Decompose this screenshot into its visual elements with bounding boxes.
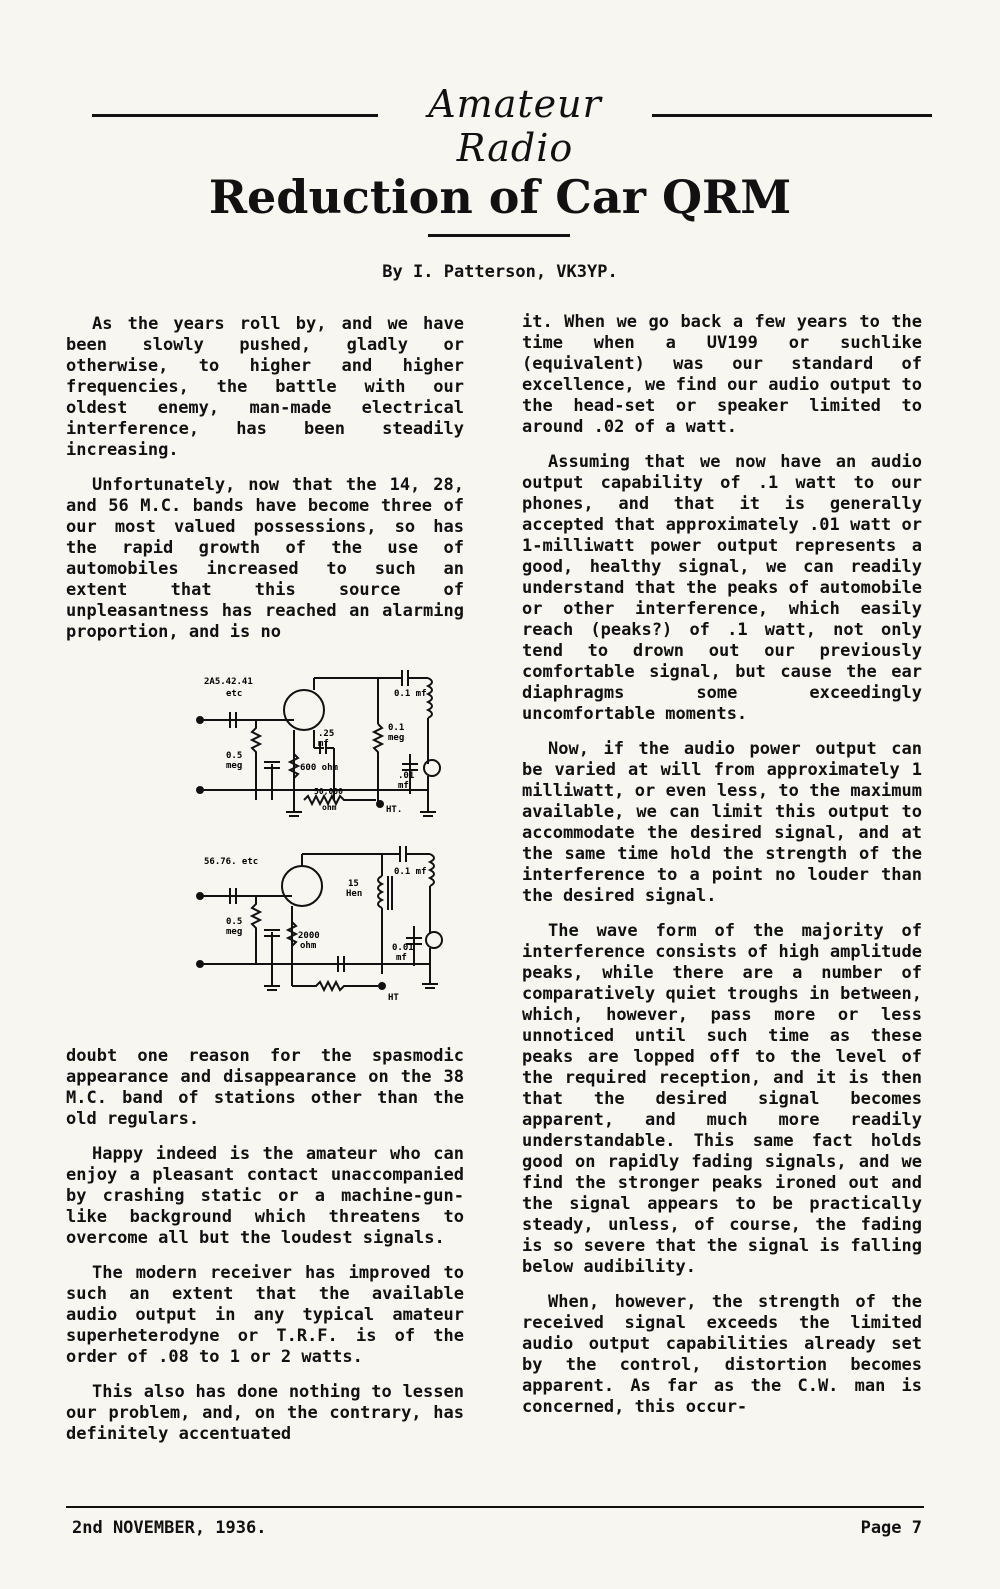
paragraph: This also has done nothing to lessen our problem, and, on the contrary, has definitely accentuated xyxy=(66,1382,464,1444)
paragraph: The wave form of the majority of interference consists of high amplitude peaks, while there are a number of comparatively quiet troughs in between, which, however, pass more or less unnoticed until such time as these peaks are lopped off to the level of the required reception, and it is then that the desired signal becomes apparent, and much more readily understandable. This same fact holds good on rapidly fading signals, and we find the stronger peaks ironed out and the signal appears to be practically steady, unless, of course, the fading is so severe that the signal is falling below audibility. xyxy=(522,921,922,1277)
paragraph: Unfortunately, now that the 14, 28, and 56 M.C. bands have become three of our most valued possessions, so has the rapid growth of the use of automobiles increased to such an extent that this source of unpleasantness has reached an alarming proportion, and is no xyxy=(66,475,464,642)
output-cap-unit: mf xyxy=(396,953,407,963)
byline: By I. Patterson, VK3YP. xyxy=(382,262,618,282)
column-left-upper xyxy=(66,314,464,657)
plate-resistor-unit: meg xyxy=(388,733,405,743)
tube-label-etc: etc xyxy=(226,689,243,699)
title-underline xyxy=(428,234,570,237)
grid-resistor-unit: meg xyxy=(226,761,243,771)
pot-value: 50,000 xyxy=(314,787,343,796)
bypass-cap-value: .25 xyxy=(318,729,335,739)
column-right xyxy=(522,312,922,1432)
cathode-resistor-unit: ohm xyxy=(300,941,317,951)
pot-unit: ohm xyxy=(322,803,337,812)
tube-label: 2A5.42.41 xyxy=(204,677,253,687)
page-number: Page 7 xyxy=(860,1518,922,1538)
paragraph: As the years roll by, and we have been slowly pushed, gladly or otherwise, to higher and higher frequencies, the battle with our oldest enemy, man-made electrical interference, has been steadily increasing. xyxy=(66,314,464,460)
choke-value: 15 xyxy=(348,879,359,889)
plate-resistor-value: 0.1 xyxy=(388,723,405,733)
paragraph: The modern receiver has improved to such an extent that the available audio output in any typical amateur superheterodyne or T.R.F. is of the order of .08 to 1 or 2 watts. xyxy=(66,1263,464,1367)
output-cap-value: 0.01 xyxy=(392,943,414,953)
coupling-cap-label: 0.1 mf xyxy=(394,867,427,877)
paragraph: it. When we go back a few years to the time when a UV199 or suchlike (equivalent) was our standard of excellence, we find our audio output to the head-set or speaker limited to around .02 of a watt. xyxy=(522,312,922,437)
cathode-resistor-label: 600 ohm xyxy=(300,763,338,773)
masthead-rule-right xyxy=(652,114,932,117)
ht-label: HT xyxy=(388,993,399,1003)
grid-resistor-unit: meg xyxy=(226,927,243,937)
circuit-diagram-triode xyxy=(196,846,458,1006)
grid-resistor-value: 0.5 xyxy=(226,751,243,761)
cathode-resistor-value: 2000 xyxy=(298,931,320,941)
masthead-rule-left xyxy=(92,114,378,117)
column-left-lower xyxy=(66,1046,464,1459)
ht-label: HT. xyxy=(386,805,403,815)
paragraph: When, however, the strength of the received signal exceeds the limited audio output capabilities already set by the control, distortion becomes apparent. As far as the C.W. man is concerned, this occur- xyxy=(522,1292,922,1417)
paragraph: Now, if the audio power output can be varied at will from approximately 1 milliwatt, or even less, to the maximum available, we can limit this output to accommodate the desired signal, and at the same time hold the strength of the interference to a point no louder than the desired signal. xyxy=(522,739,922,906)
tube-label: 56.76. etc xyxy=(204,857,259,867)
masthead-title: Amateur Radio xyxy=(428,82,602,170)
masthead xyxy=(92,82,932,170)
bypass-cap-unit: mf xyxy=(318,739,329,749)
paragraph: doubt one reason for the spasmodic appearance and disappearance on the 38 M.C. band of stations other than the old regulars. xyxy=(66,1046,464,1129)
output-cap-unit: mf xyxy=(398,781,409,791)
coupling-cap-label: 0.1 mf xyxy=(394,689,427,699)
paragraph: Happy indeed is the amateur who can enjoy a pleasant contact unaccompanied by crashing static or a machine-gun-like background which threatens to overcome all but the loudest signals. xyxy=(66,1144,464,1248)
grid-resistor-value: 0.5 xyxy=(226,917,243,927)
choke-unit: Hen xyxy=(346,889,363,899)
footer-date: 2nd NOVEMBER, 1936. xyxy=(72,1518,267,1538)
circuit-diagram-pentode xyxy=(196,664,458,824)
paragraph: Assuming that we now have an audio output capability of .1 watt to our phones, and that it is generally accepted that approximately .01 watt or 1-milliwatt power output represents a good, healthy signal, we can readily understand that the peaks of automobile or other interference, which easily reach (peaks?) of .1 watt, not only tend to drown out our previously comfortable signal, but cause the ear diaphragms some exceedingly uncomfortable moments. xyxy=(522,452,922,724)
footer-rule xyxy=(66,1506,924,1508)
output-cap-value: .01 xyxy=(398,771,415,781)
article-title: Reduction of Car QRM xyxy=(208,170,792,224)
